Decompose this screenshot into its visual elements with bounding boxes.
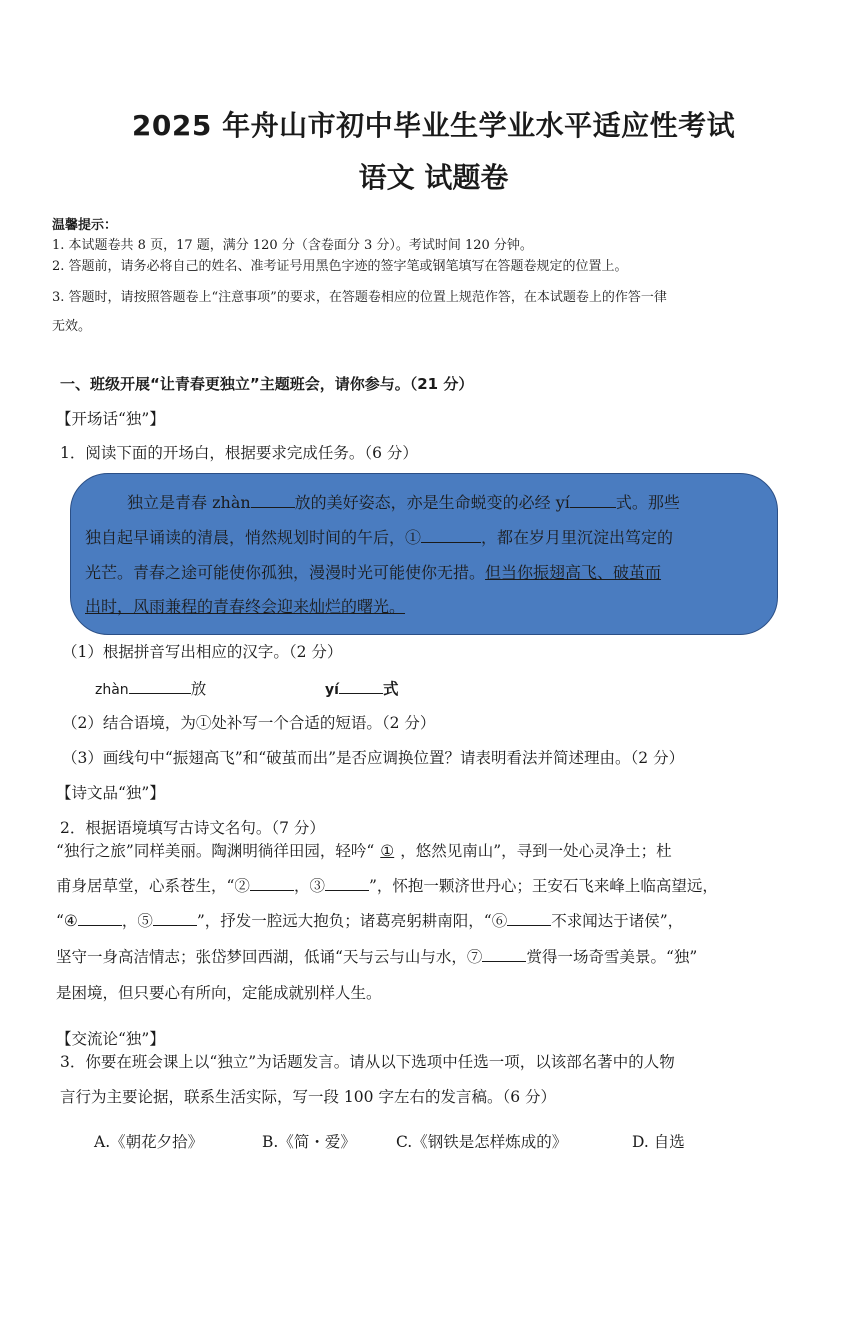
blank: [421, 526, 481, 543]
underlined-sentence: 但当你振翅高飞、破茧而: [485, 563, 662, 582]
pinyin-answer-2: yí 式: [325, 679, 399, 698]
question-3-line-2: 言行为主要论据，联系生活实际，写一段 100 字左右的发言稿。（6 分）: [60, 1088, 556, 1106]
poem-blank-2[interactable]: [250, 874, 294, 891]
answer-blank[interactable]: [339, 677, 383, 694]
poem-line-5: 是困境，但只要心有所向，定能成就别样人生。: [56, 984, 382, 1002]
option-d[interactable]: D. 自选: [632, 1133, 685, 1151]
passage-line-3: 光芒。青春之途可能使你孤独，漫漫时光可能使你无措。但当你振翅高飞、破茧而: [85, 563, 662, 582]
part-heading: 【交流论“独”】: [56, 1030, 165, 1048]
option-a[interactable]: A.《朝花夕拾》: [94, 1133, 204, 1151]
opening-passage-box: [70, 473, 778, 635]
question-3-line-1: 3．你要在班会课上以“独立”为话题发言。请从以下选项中任选一项，以该部名著中的人物: [60, 1053, 675, 1071]
tip-item: 2. 答题前，请务必将自己的姓名、准考证号用黑色字迹的签字笔或钢笔填写在答题卷规定的位置上。: [52, 259, 628, 274]
tip-item: 无效。: [52, 319, 92, 334]
tips-heading: 温馨提示：: [52, 218, 118, 233]
sub-question-2: （2）结合语境，为①处补写一个合适的短语。（2 分）: [62, 714, 436, 732]
sub-question-3: （3）画线句中“振翅高飞”和“破茧而出”是否应调换位置？请表明看法并简述理由。（2 分）: [62, 749, 685, 767]
tip-item: 3. 答题时，请按照答题卷上“注意事项”的要求，在答题卷相应的位置上规范作答，在本试题卷上的作答一律: [52, 290, 667, 305]
answer-blank[interactable]: [129, 677, 191, 694]
question-1-stem: 1．阅读下面的开场白，根据要求完成任务。（6 分）: [60, 444, 418, 462]
tip-item: 1. 本试题卷共 8 页，17 题，满分 120 分（含卷面分 3 分）。考试时间 120 分钟。: [52, 238, 533, 253]
blank: [251, 491, 295, 508]
poem-blank-4[interactable]: [78, 909, 122, 926]
question-2-stem: 2．根据语境填写古诗文名句。（7 分）: [60, 819, 325, 837]
part-heading: 【开场话“独”】: [56, 410, 165, 428]
passage-line-2: 独自起早诵读的清晨，悄然规划时间的午后，① ，都在岁月里沉淀出笃定的: [85, 528, 674, 547]
passage-line-1: 独立是青春 zhàn 放的美好姿态，亦是生命蜕变的必经 yí 式。那些: [127, 493, 680, 512]
part-heading: 【诗文品“独”】: [56, 784, 165, 802]
sub-question-1: （1）根据拼音写出相应的汉字。（2 分）: [62, 643, 343, 661]
poem-blank-3[interactable]: [325, 874, 369, 891]
exam-title: 2025 年舟山市初中毕业生学业水平适应性考试: [131, 109, 736, 142]
blank: [570, 491, 616, 508]
passage-line-4: [85, 594, 405, 617]
poem-line-2: 甫身居草堂，心系苍生，“② ，③ ”，怀抱一颗济世丹心；王安石飞来峰上临高望远，: [56, 874, 718, 896]
underlined-sentence: 出时，风雨兼程的青春终会迎来灿烂的曙光。: [85, 597, 406, 616]
exam-subtitle: 语文 试题卷: [358, 161, 509, 194]
poem-blank-7[interactable]: [482, 945, 526, 962]
poem-blank-6[interactable]: [507, 909, 551, 926]
poem-line-3: “④ ，⑤ ”，抒发一腔远大抱负；诸葛亮躬耕南阳，“⑥ 不求闻达于诸侯”，: [56, 909, 683, 931]
poem-blank-5[interactable]: [153, 909, 197, 926]
pinyin-answer-1: zhàn 放: [95, 677, 206, 699]
option-b[interactable]: B.《简・爱》: [262, 1133, 356, 1151]
section-heading: 一、班级开展“让青春更独立”主题班会，请你参与。（21 分）: [60, 375, 474, 393]
poem-blank-1: ①: [380, 842, 395, 860]
poem-line-1: “独行之旅”同样美丽。陶渊明徜徉田园，轻吟“ ① ，悠然见南山”，寻到一处心灵净土；杜: [56, 842, 672, 860]
option-c[interactable]: C.《钢铁是怎样炼成的》: [396, 1133, 568, 1151]
poem-line-4: 坚守一身高洁情志；张岱梦回西湖，低诵“天与云与山与水，⑦ 赏得一场奇雪美景。“独”: [56, 945, 697, 967]
